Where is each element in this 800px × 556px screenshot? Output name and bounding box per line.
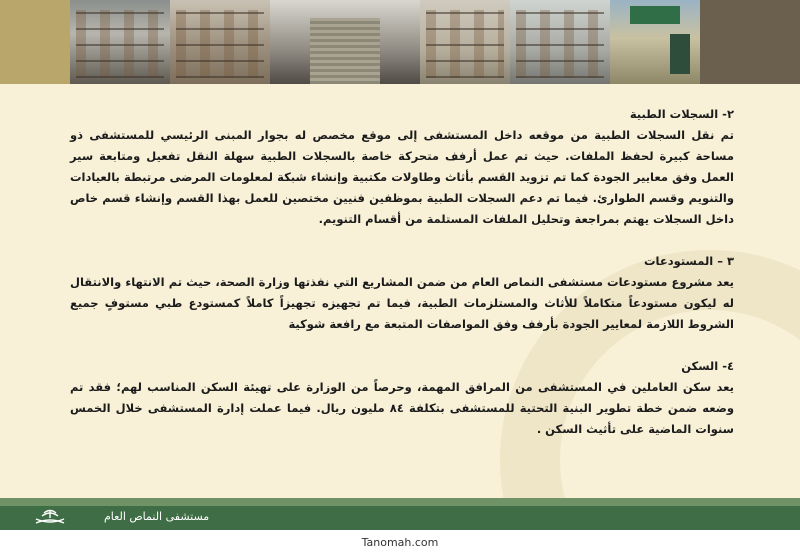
section-body: يعد سكن العاملين في المستشفى من المرافق المهمة، وحرصاً من الوزارة على تهيئة السكن المناسب لهم؛ فقد تم وضعه ضمن خطة تطوير البنية التحتية للمستشفى بتكلفة ٨٤ مليون ريال. فيما عملت إدارة المستشفى خلال الخمس سنوات الماضية على تأثيث السكن . — [70, 380, 734, 436]
section-title: ٤- السكن — [681, 359, 734, 373]
gold-accent-block — [0, 0, 70, 84]
photo-strip — [0, 0, 800, 84]
photo-building-entrance — [610, 0, 700, 84]
palm-swords-logo-icon — [30, 508, 70, 526]
site-credit: Tanomah.com — [361, 536, 439, 549]
section-medical-records — [70, 104, 734, 230]
photo-storage-racks — [170, 0, 270, 84]
section-body: تم نقل السجلات الطبية من موقعه داخل المستشفى إلى موقع مخصص له بجوار المبنى الرئيسي للمستشفى ذو مساحة كبيرة لحفظ الملفات. حيث تم عمل أرفف متحركة خاصة بالسجلات الطبية سهلة النقل تفعيل ومتابعة سير العمل وفق معايير الجودة كما تم تزويد القسم بأثاث وطاولات مكتبية وإنشاء شبكة لمعلومات المرضى مرتبطة بالعيادات والتنويم وقسم الطوارئ. فيما تم دعم السجلات الطبية بموظفين فنيين مختصين للعمل بهذا القسم وإنشاء قسم خاص داخل السجلات يهتم بمراجعة وتحليل الملفات المستلمة من أقسام التنويم. — [70, 128, 734, 226]
photo-file-shelves — [420, 0, 510, 84]
photo-corridor-shelves — [510, 0, 610, 84]
section-housing — [70, 356, 734, 440]
section-warehouses — [70, 251, 734, 335]
photo-warehouse-door — [270, 0, 420, 84]
article-content — [70, 104, 734, 461]
section-title: ٢- السجلات الطبية — [629, 107, 734, 121]
section-body: يعد مشروع مستودعات مستشفى النماص العام من ضمن المشاريع التي نفذتها وزارة الصحة، حيث تم الانتهاء والانتقال له ليكون مستودعاً متكاملاً للأثاث والمستلزمات الطبية، فيما تم تجهيزه تجهيزاً كاملاً كمستودع طبي مستوفٍ جميع الشروط اللازمة لمعايير الجودة بأرفف وفق المواصفات المتبعة مع رافعة شوكية — [70, 275, 734, 331]
photo-archive-shelves — [70, 0, 170, 84]
footer-hospital-name: مستشفى النماص العام — [104, 510, 210, 523]
footer-accent-stripe — [0, 498, 800, 506]
section-title: ٣ – المستودعات — [644, 254, 734, 268]
